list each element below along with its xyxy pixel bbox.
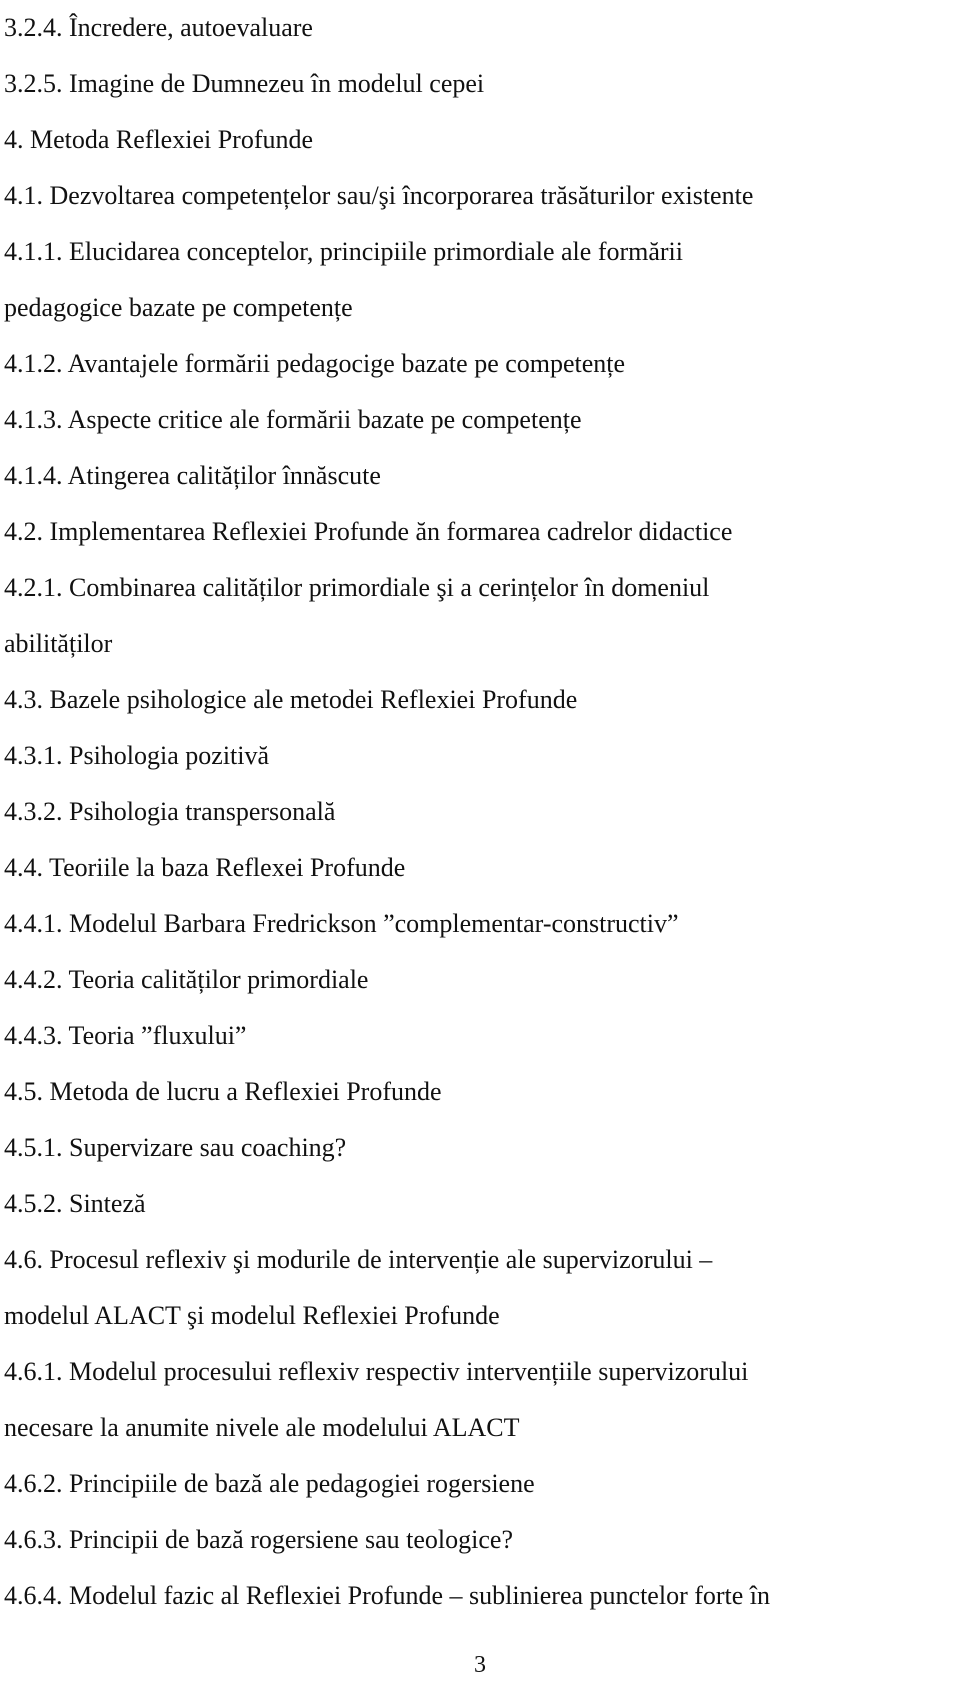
toc-entry-4-5-2: 4.5.2. Sinteză bbox=[4, 1189, 146, 1218]
page-number: 3 bbox=[474, 1652, 486, 1678]
toc-entry-4-3: 4.3. Bazele psihologice ale metodei Reflexiei Profunde bbox=[4, 685, 578, 714]
toc-entry-3-2-4: 3.2.4. Încredere, autoevaluare bbox=[4, 13, 313, 42]
toc-entry-4-4: 4.4. Teoriile la baza Reflexei Profunde bbox=[4, 853, 406, 882]
toc-entry-4-1-2: 4.1.2. Avantajele formării pedagocige bazate pe competențe bbox=[4, 349, 626, 378]
toc-entry-4-3-2: 4.3.2. Psihologia transpersonală bbox=[4, 797, 336, 826]
toc-entry-4-6-4: 4.6.4. Modelul fazic al Reflexiei Profunde – sublinierea punctelor forte în bbox=[4, 1581, 771, 1610]
toc-entry-4-5-1: 4.5.1. Supervizare sau coaching? bbox=[4, 1133, 347, 1162]
toc-entry-4-6: 4.6. Procesul reflexiv şi modurile de intervenție ale supervizorului – bbox=[4, 1245, 713, 1274]
toc-entry-4-4-1: 4.4.1. Modelul Barbara Fredrickson ”complementar-constructiv” bbox=[4, 909, 679, 938]
toc-entry-4-2: 4.2. Implementarea Reflexiei Profunde ăn formarea cadrelor didactice bbox=[4, 517, 733, 546]
toc-entry-4-6-2: 4.6.2. Principiile de bază ale pedagogiei rogersiene bbox=[4, 1469, 535, 1498]
toc-entry-4-1-3: 4.1.3. Aspecte critice ale formării bazate pe competențe bbox=[4, 405, 582, 434]
toc-entry-4-3-1: 4.3.1. Psihologia pozitivă bbox=[4, 741, 270, 770]
toc-entry-4-6-continuation: modelul ALACT şi modelul Reflexiei Profunde bbox=[4, 1301, 500, 1330]
toc-entry-4-1-1: 4.1.1. Elucidarea conceptelor, principiile primordiale ale formării bbox=[4, 237, 684, 266]
toc-entry-4-4-2: 4.4.2. Teoria calităților primordiale bbox=[4, 965, 369, 994]
toc-entry-4-6-1-continuation: necesare la anumite nivele ale modelului ALACT bbox=[4, 1413, 520, 1442]
toc-entry-4-6-3: 4.6.3. Principii de bază rogersiene sau teologice? bbox=[4, 1525, 513, 1554]
toc-entry-3-2-5: 3.2.5. Imagine de Dumnezeu în modelul cepei bbox=[4, 69, 485, 98]
toc-entry-4-6-1: 4.6.1. Modelul procesului reflexiv respectiv intervențiile supervizorului bbox=[4, 1357, 749, 1386]
toc-entry-4-2-1-continuation: abilităților bbox=[4, 629, 113, 658]
toc-entry-4: 4. Metoda Reflexiei Profunde bbox=[4, 125, 314, 154]
toc-entry-4-1-1-continuation: pedagogice bazate pe competențe bbox=[4, 293, 353, 322]
table-of-contents bbox=[4, 0, 956, 1624]
toc-entry-4-5: 4.5. Metoda de lucru a Reflexiei Profunde bbox=[4, 1077, 442, 1106]
toc-entry-4-4-3: 4.4.3. Teoria ”fluxului” bbox=[4, 1021, 247, 1050]
toc-entry-4-1-4: 4.1.4. Atingerea calităților înnăscute bbox=[4, 461, 381, 490]
toc-entry-4-1: 4.1. Dezvoltarea competențelor sau/şi încorporarea trăsăturilor existente bbox=[4, 181, 754, 210]
toc-entry-4-2-1: 4.2.1. Combinarea calităților primordiale şi a cerințelor în domeniul bbox=[4, 573, 710, 602]
